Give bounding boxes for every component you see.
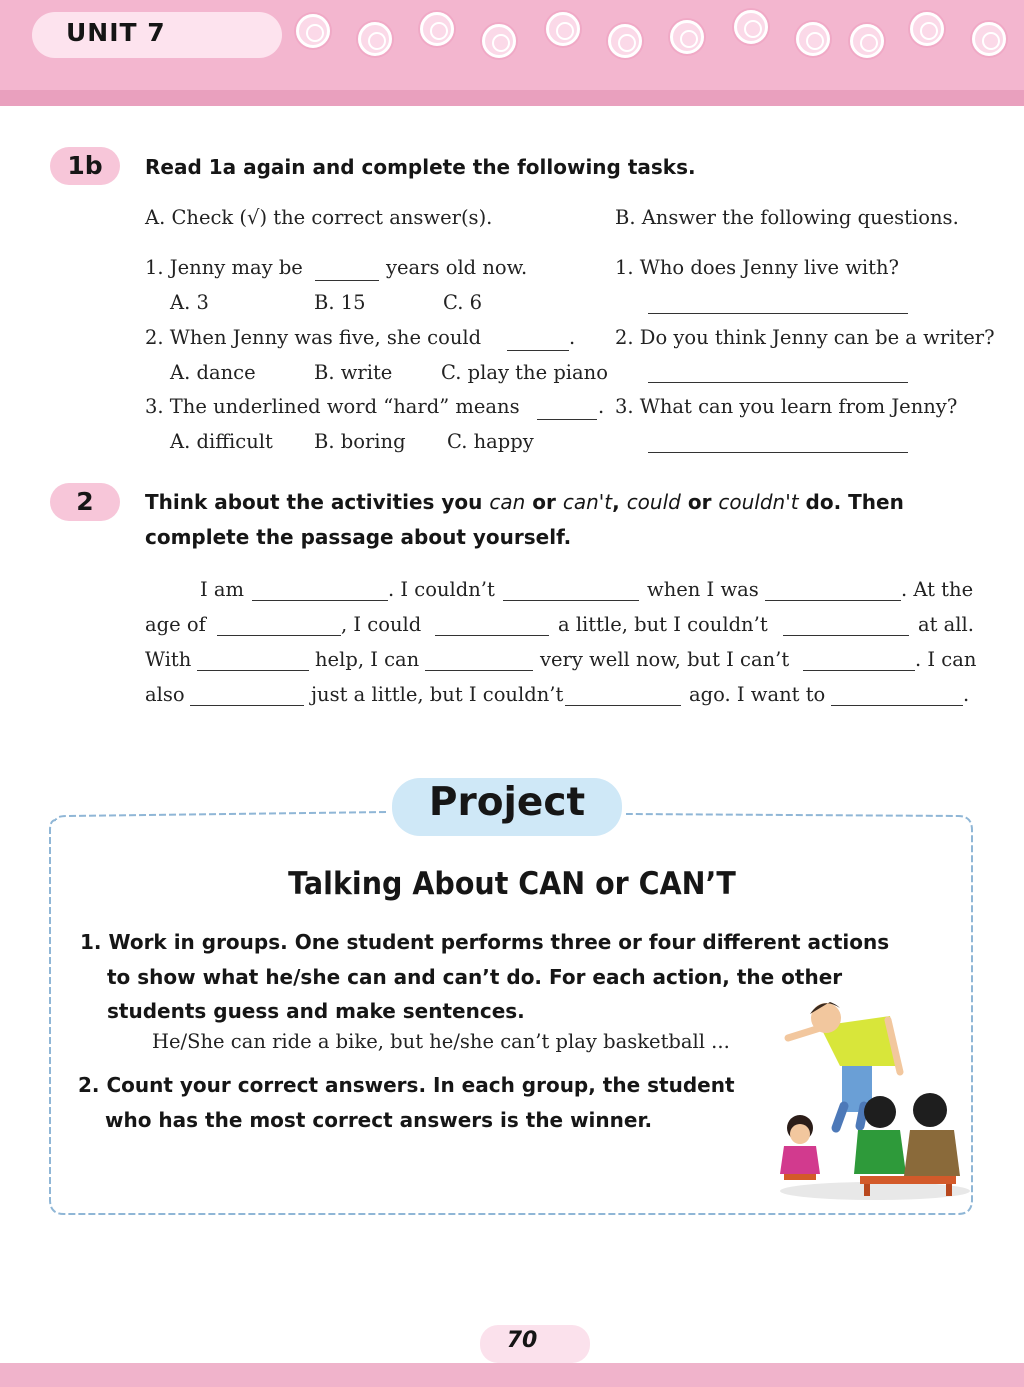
project-item-1-line2: to show what he/she can and can’t do. For each action, the other	[107, 965, 843, 989]
decor-circle-icon	[972, 22, 1006, 56]
decor-circle-icon	[734, 10, 768, 44]
option-a1-b[interactable]: B. 15	[314, 291, 366, 314]
option-a2-b[interactable]: B. write	[314, 361, 393, 384]
title-text: or	[680, 490, 719, 514]
project-item-1-line1: 1. Work in groups. One student performs three or four different actions	[80, 930, 890, 954]
passage-text: With	[145, 648, 192, 671]
passage-row	[145, 578, 975, 613]
option-a2-a[interactable]: A. dance	[170, 361, 256, 384]
section-2-title-line1	[145, 485, 904, 520]
passage-text: when I was	[647, 578, 759, 601]
passage-blank[interactable]	[783, 635, 909, 636]
passage-text: , I could	[341, 613, 422, 636]
passage-blank[interactable]	[435, 635, 549, 636]
option-a3-c[interactable]: C. happy	[447, 430, 534, 453]
project-item-2-line1: 2. Count your correct answers. In each group, the student	[78, 1073, 735, 1097]
passage-text: age of	[145, 613, 206, 636]
decor-circle-icon	[482, 24, 516, 58]
children-playing-illustration	[770, 996, 975, 1202]
header-circle-decoration	[296, 10, 1016, 60]
decor-circle-icon	[546, 12, 580, 46]
title-text: do. Then	[798, 490, 904, 514]
passage-row	[145, 648, 975, 683]
section-badge-1b: 1b	[50, 147, 120, 185]
option-a1-a[interactable]: A. 3	[170, 291, 209, 314]
fill-in-passage	[145, 578, 975, 718]
passage-blank[interactable]	[197, 670, 309, 671]
question-a2-end: .	[569, 326, 576, 349]
question-a3-start: 3. The underlined word “hard” means	[145, 395, 520, 418]
answer-blank[interactable]	[537, 419, 597, 420]
passage-text: ago. I want to	[689, 683, 826, 706]
passage-text: .	[963, 683, 970, 706]
part-b-heading: B. Answer the following questions.	[615, 206, 959, 229]
question-a1-start: 1. Jenny may be	[145, 256, 303, 279]
decor-circle-icon	[296, 14, 330, 48]
answer-line[interactable]	[648, 452, 908, 453]
passage-row	[145, 613, 975, 648]
option-a3-b[interactable]: B. boring	[314, 430, 406, 453]
passage-text: I am	[200, 578, 245, 601]
passage-blank[interactable]	[765, 600, 901, 601]
option-a2-c[interactable]: C. play the piano	[441, 361, 608, 384]
passage-text: . At the	[901, 578, 974, 601]
passage-blank[interactable]	[425, 670, 533, 671]
title-italic-word: could	[626, 490, 681, 514]
passage-text: a little, but I couldn’t	[558, 613, 768, 636]
decor-circle-icon	[420, 12, 454, 46]
decor-circle-icon	[796, 22, 830, 56]
option-a3-a[interactable]: A. difficult	[170, 430, 273, 453]
passage-text: just a little, but I couldn’t	[311, 683, 564, 706]
passage-blank[interactable]	[831, 705, 963, 706]
unit-title: UNIT 7	[66, 18, 166, 47]
title-text: ,	[612, 490, 627, 514]
passage-text: very well now, but I can’t	[540, 648, 790, 671]
answer-line[interactable]	[648, 313, 908, 314]
title-italic-word: couldn't	[718, 490, 799, 514]
answer-blank[interactable]	[507, 350, 569, 351]
decor-circle-icon	[608, 24, 642, 58]
passage-blank[interactable]	[803, 670, 915, 671]
question-a2-start: 2. When Jenny was five, she could	[145, 326, 482, 349]
passage-text: . I can	[915, 648, 977, 671]
passage-text: help, I can	[315, 648, 420, 671]
decor-circle-icon	[910, 12, 944, 46]
page-number: 70	[506, 1328, 538, 1353]
project-title: Talking About CAN or CAN’T	[288, 866, 736, 902]
question-b1: 1. Who does Jenny live with?	[615, 256, 900, 279]
passage-blank[interactable]	[503, 600, 639, 601]
title-text: or	[525, 490, 563, 514]
passage-blank[interactable]	[217, 635, 341, 636]
answer-line[interactable]	[648, 382, 908, 383]
decor-circle-icon	[670, 20, 704, 54]
section-2-title-line2: complete the passage about yourself.	[145, 525, 572, 549]
section-badge-2: 2	[50, 483, 120, 521]
decor-circle-icon	[358, 22, 392, 56]
decor-circle-icon	[850, 24, 884, 58]
passage-row	[145, 683, 975, 718]
project-label: Project	[428, 780, 586, 825]
question-b3: 3. What can you learn from Jenny?	[615, 395, 958, 418]
title-text: Think about the activities you	[145, 490, 490, 514]
option-a1-c[interactable]: C. 6	[443, 291, 483, 314]
answer-blank[interactable]	[315, 280, 379, 281]
example-sentence: He/She can ride a bike, but he/she can’t play basketball ...	[152, 1030, 730, 1053]
question-b2: 2. Do you think Jenny can be a writer?	[615, 326, 995, 349]
passage-blank[interactable]	[252, 600, 388, 601]
footer-band	[0, 1363, 1024, 1387]
passage-text: also	[145, 683, 185, 706]
question-a3-end: .	[598, 395, 605, 418]
passage-text: at all.	[918, 613, 974, 636]
section-1b-title: Read 1a again and complete the following tasks.	[145, 155, 696, 179]
project-item-1-line3: students guess and make sentences.	[107, 999, 525, 1023]
project-item-2-line2: who has the most correct answers is the winner.	[105, 1108, 653, 1132]
passage-blank[interactable]	[190, 705, 304, 706]
title-italic-word: can	[489, 490, 526, 514]
title-italic-word: can't	[562, 490, 613, 514]
part-a-heading: A. Check (√) the correct answer(s).	[145, 206, 493, 229]
passage-blank[interactable]	[565, 705, 681, 706]
passage-text: . I couldn’t	[388, 578, 495, 601]
question-a1-end: years old now.	[386, 256, 528, 279]
header-lower-band	[0, 90, 1024, 106]
